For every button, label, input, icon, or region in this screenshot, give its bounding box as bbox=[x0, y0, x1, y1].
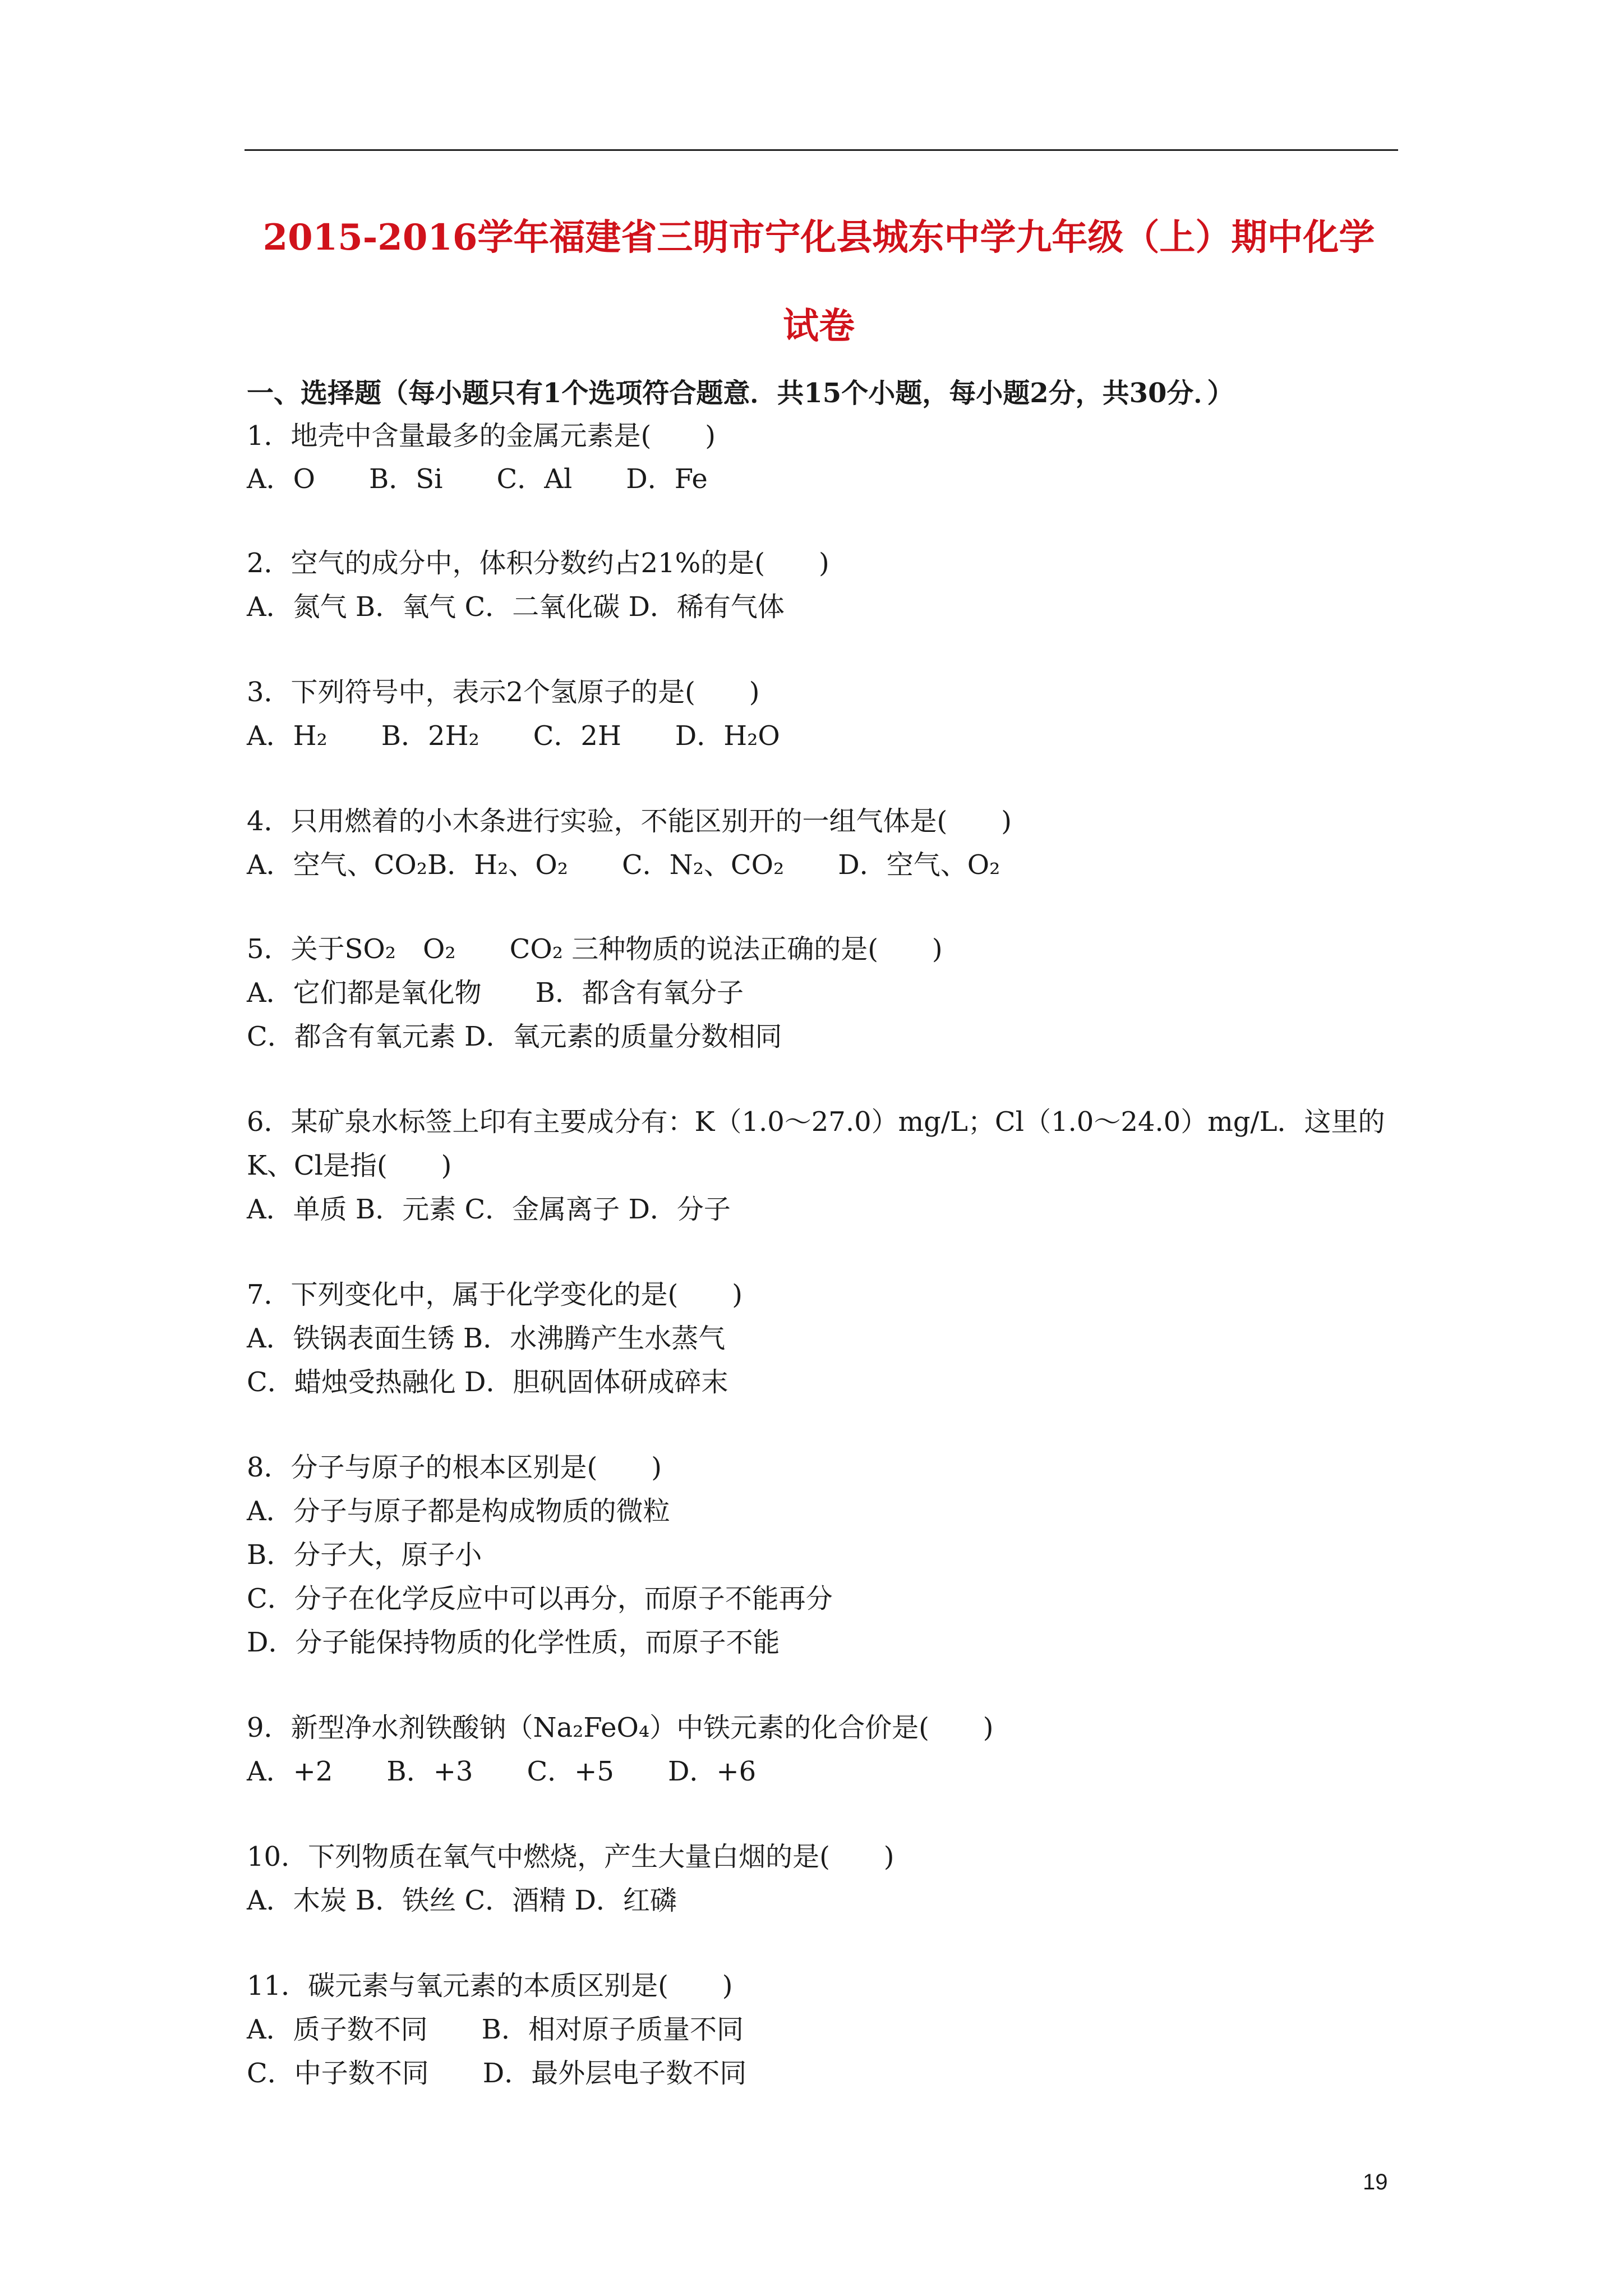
question-1-stem: 1．地壳中含量最多的金属元素是( ) bbox=[247, 420, 716, 452]
question-11-stem: 11．碳元素与氧元素的本质区别是( ) bbox=[247, 1970, 733, 2001]
question-8-option-b: B．分子大，原子小 bbox=[247, 1539, 482, 1571]
question-4-options: A．空气、CO₂B．H₂、O₂ C．N₂、CO₂ D．空气、O₂ bbox=[247, 849, 1000, 881]
question-2-options: A．氮气 B．氧气 C．二氧化碳 D．稀有气体 bbox=[247, 591, 785, 623]
question-5-option-line2: C．都含有氧元素 D．氧元素的质量分数相同 bbox=[247, 1021, 782, 1052]
question-5-stem: 5．关于SO₂ O₂ CO₂ 三种物质的说法正确的是( ) bbox=[247, 933, 943, 965]
question-7-option-line2: C．蜡烛受热融化 D．胆矾固体研成碎末 bbox=[247, 1366, 728, 1398]
question-9-options: A．+2 B．+3 C．+5 D．+6 bbox=[247, 1756, 757, 1787]
question-4-stem: 4．只用燃着的小木条进行实验，不能区别开的一组气体是( ) bbox=[247, 806, 1012, 837]
question-6-options: A．单质 B．元素 C．金属离子 D．分子 bbox=[247, 1194, 731, 1225]
question-7-option-line1: A．铁锅表面生锈 B．水沸腾产生水蒸气 bbox=[247, 1323, 726, 1354]
question-11-option-line2: C．中子数不同 D．最外层电子数不同 bbox=[247, 2058, 747, 2089]
page-number: 19 bbox=[1363, 2170, 1388, 2194]
question-2-stem: 2．空气的成分中，体积分数约占21%的是( ) bbox=[247, 547, 829, 579]
question-1-options: A．O B．Si C．Al D．Fe bbox=[247, 463, 708, 495]
section-heading: 一、选择题（每小题只有1个选项符合题意．共15个小题，每小题2分，共30分．） bbox=[247, 378, 1234, 409]
question-8-option-c: C．分子在化学反应中可以再分，而原子不能再分 bbox=[247, 1583, 833, 1614]
document-title-line1: 2015-2016学年福建省三明市宁化县城东中学九年级（上）期中化学 bbox=[262, 217, 1375, 259]
question-3-stem: 3．下列符号中，表示2个氢原子的是( ) bbox=[247, 677, 760, 708]
question-7-stem: 7．下列变化中，属于化学变化的是( ) bbox=[247, 1279, 743, 1310]
question-8-option-d: D．分子能保持物质的化学性质，而原子不能 bbox=[247, 1627, 780, 1658]
question-6-stem-continued: K、Cl是指( ) bbox=[247, 1150, 452, 1181]
question-8-stem: 8．分子与原子的根本区别是( ) bbox=[247, 1452, 662, 1483]
document-title-line2: 试卷 bbox=[783, 305, 855, 347]
question-10-options: A．木炭 B．铁丝 C．酒精 D．红磷 bbox=[247, 1885, 677, 1916]
header-rule bbox=[245, 149, 1398, 151]
question-11-option-line1: A．质子数不同 B．相对原子质量不同 bbox=[247, 2014, 744, 2045]
question-5-option-line1: A．它们都是氧化物 B．都含有氧分子 bbox=[247, 977, 744, 1009]
question-9-stem: 9．新型净水剂铁酸钠（Na₂FeO₄）中铁元素的化合价是( ) bbox=[247, 1712, 994, 1743]
question-8-option-a: A．分子与原子都是构成物质的微粒 bbox=[247, 1496, 670, 1527]
question-3-options: A．H₂ B．2H₂ C．2H D．H₂O bbox=[247, 720, 780, 752]
question-6-stem: 6．某矿泉水标签上印有主要成分有：K（1.0～27.0）mg/L；Cl（1.0～24.0）mg/L．这里的 bbox=[247, 1106, 1385, 1138]
question-10-stem: 10．下列物质在氧气中燃烧，产生大量白烟的是( ) bbox=[247, 1841, 895, 1872]
